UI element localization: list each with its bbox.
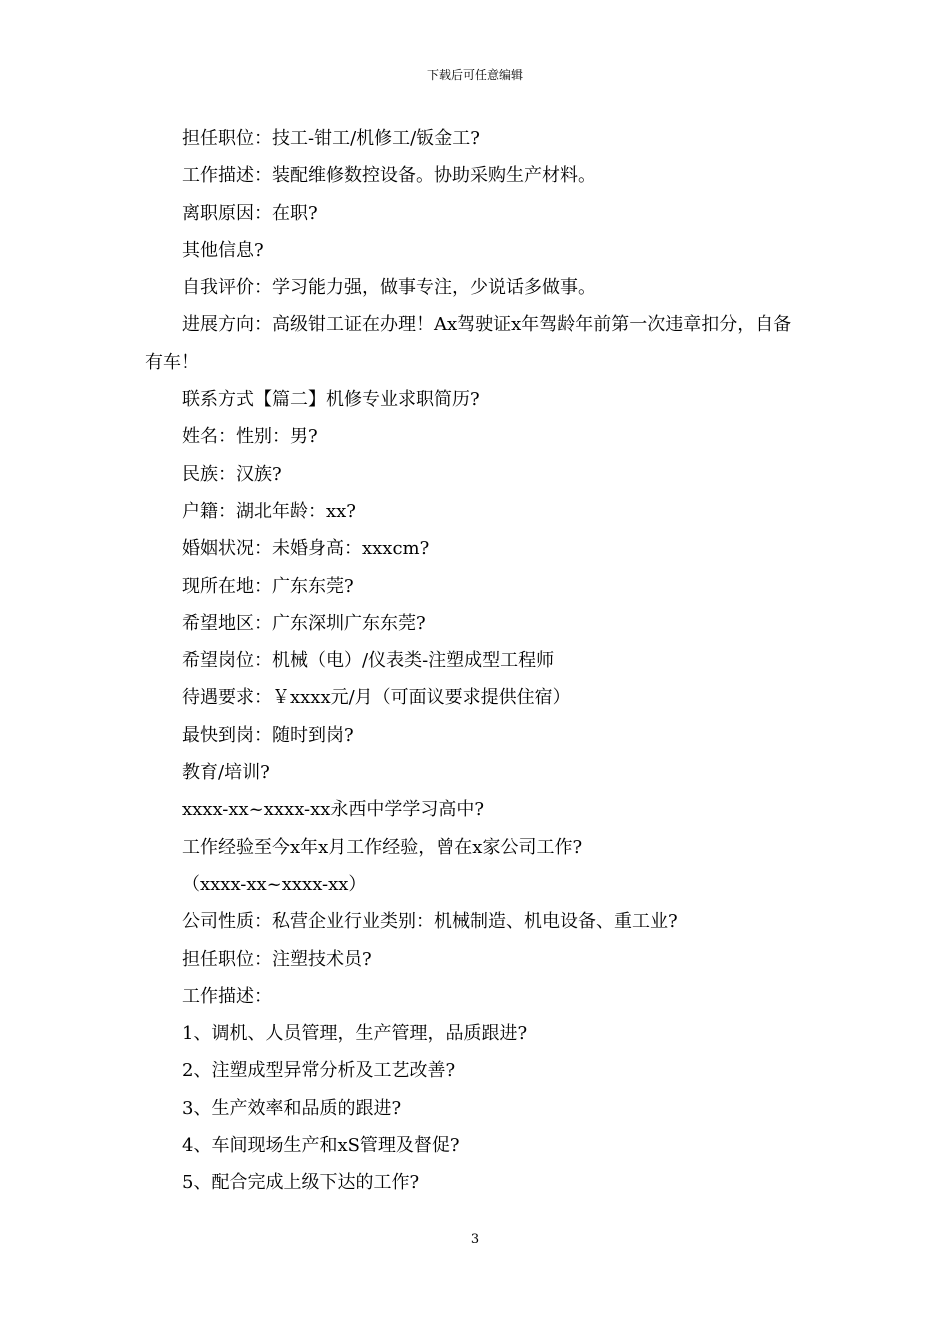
paragraph-other-info: 其他信息? xyxy=(182,239,264,261)
paragraph-name-gender: 姓名：性别：男? xyxy=(182,426,318,448)
paragraph-education-heading: 教育/培训? xyxy=(182,762,270,784)
paragraph-current-location: 现所在地：广东东莞? xyxy=(182,575,354,597)
paragraph-position: 担任职位：技工-钳工/机修工/钣金工? xyxy=(182,128,480,149)
paragraph-duty-1: 1、调机、人员管理，生产管理，品质跟进? xyxy=(182,1023,528,1045)
paragraph-job-description: 工作描述：装配维修数控设备。协助采购生产材料。 xyxy=(182,165,596,187)
paragraph-job-description-heading: 工作描述： xyxy=(182,985,272,1007)
page-number: 3 xyxy=(470,1232,480,1247)
paragraph-company-type: 公司性质：私营企业行业类别：机械制造、机电设备、重工业? xyxy=(182,911,678,933)
paragraph-self-evaluation: 自我评价：学习能力强，做事专注，少说话多做事。 xyxy=(182,277,596,299)
paragraph-education-entry: xxxx-xx~xxxx-xx永西中学学习高中? xyxy=(182,799,485,821)
paragraph-salary-requirement: 待遇要求：￥xxxx元/月（可面议要求提供住宿） xyxy=(182,687,571,709)
paragraph-duty-4: 4、车间现场生产和xS管理及督促? xyxy=(182,1135,460,1157)
paragraph-contact-section-title: 联系方式【篇二】机修专业求职简历? xyxy=(182,389,480,411)
paragraph-desired-position: 希望岗位：机械（电）/仪表类-注塑成型工程师 xyxy=(182,650,555,672)
page-header: 下载后可任意编辑 xyxy=(426,68,523,82)
paragraph-duty-5: 5、配合完成上级下达的工作? xyxy=(182,1172,420,1194)
paragraph-leave-reason: 离职原因：在职? xyxy=(182,202,318,224)
paragraph-development-direction: 进展方向：高级钳工证在办理！Ax驾驶证x年驾龄年前第一次违章扣分，自备有车！ xyxy=(145,314,792,373)
paragraph-marital-height: 婚姻状况：未婚身高：xxxcm? xyxy=(182,538,430,560)
document-body xyxy=(145,120,805,1202)
paragraph-desired-region: 希望地区：广东深圳广东东莞? xyxy=(182,612,426,634)
paragraph-work-experience: 工作经验至今x年x月工作经验，曾在x家公司工作? xyxy=(182,836,583,858)
paragraph-duty-2: 2、注塑成型异常分析及工艺改善? xyxy=(182,1060,456,1082)
paragraph-ethnicity: 民族：汉族? xyxy=(182,463,282,485)
paragraph-household-age: 户籍：湖北年龄：xx? xyxy=(182,500,356,522)
paragraph-start-date: 最快到岗：随时到岗? xyxy=(182,724,354,746)
paragraph-held-position: 担任职位：注塑技术员? xyxy=(182,948,372,970)
paragraph-work-period: （xxxx-xx~xxxx-xx） xyxy=(182,873,367,895)
paragraph-duty-3: 3、生产效率和品质的跟进? xyxy=(182,1097,402,1119)
